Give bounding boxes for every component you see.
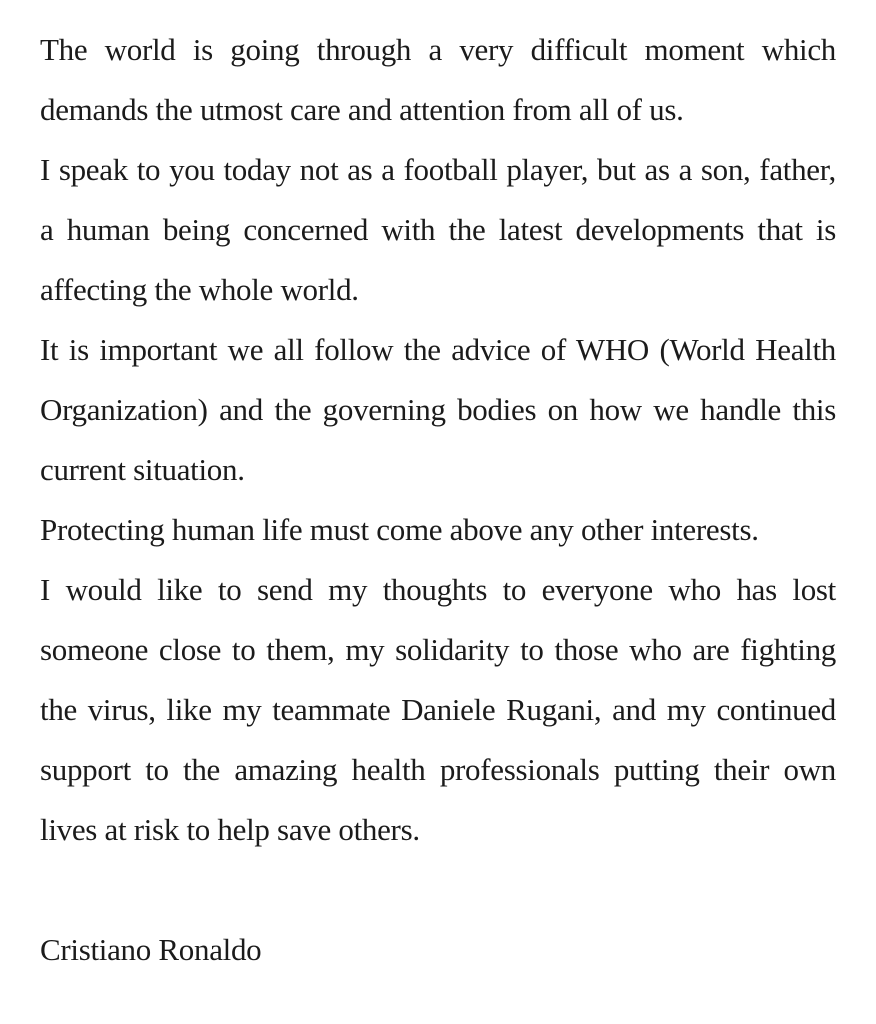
statement-body [40,20,836,860]
statement-paragraph-5: I would like to send my thoughts to everyone who has lost someone close to them, my solidarity to those who are fighting the virus, like my teammate Daniele Rugani, and my continued support to the amazing health professionals putting their own lives at risk to help save others. [40,572,836,847]
statement-paragraph-4: Protecting human life must come above any other interests. [40,512,759,547]
signature: Cristiano Ronaldo [40,932,262,967]
statement-paragraph-3: It is important we all follow the advice of WHO (World Health Organization) and the governing bodies on how we handle this current situation. [40,332,836,487]
statement-paragraph-1: The world is going through a very difficult moment which demands the utmost care and attention from all of us. [40,32,836,127]
statement-paragraph-2: I speak to you today not as a football player, but as a son, father, a human being concerned with the latest developments that is affecting the whole world. [40,152,836,307]
